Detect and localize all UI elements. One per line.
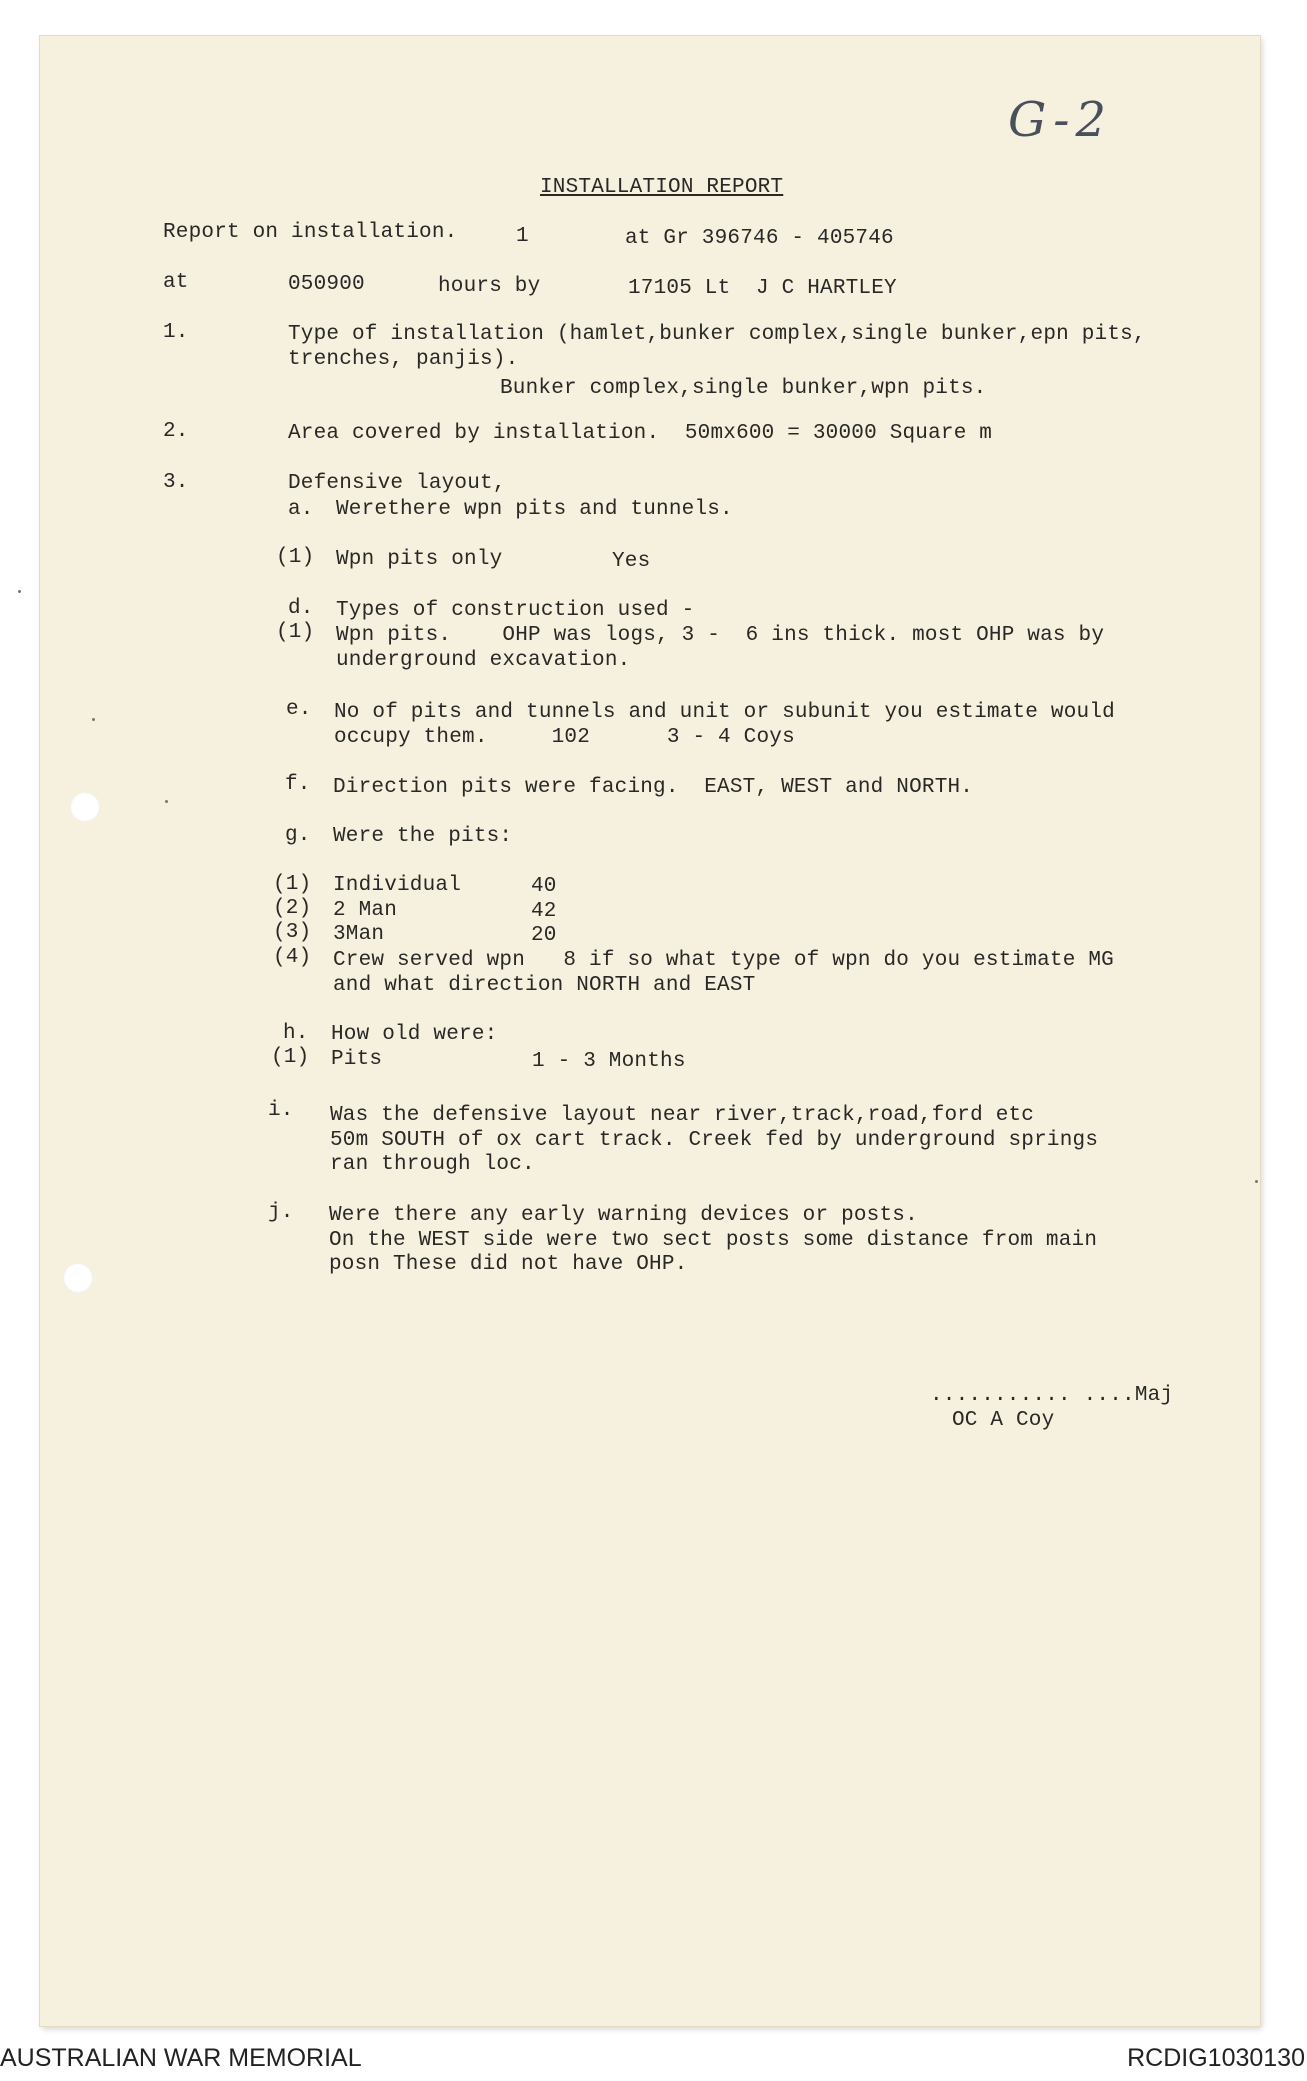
item-text: On the WEST side were two sect posts some distance from main <box>329 1229 1098 1252</box>
item-text: and what direction NORTH and EAST <box>333 974 756 997</box>
item-text: Wpn pits. OHP was logs, 3 - 6 ins thick. most OHP was by <box>336 624 1105 647</box>
sub-label: h. <box>283 1022 309 1045</box>
item-text: Wpn pits only <box>336 548 503 571</box>
item-answer: Bunker complex,single bunker,wpn pits. <box>500 377 987 400</box>
item-text: No of pits and tunnels and unit or subunit you estimate would <box>334 701 1115 724</box>
item-number: 2. <box>163 420 189 443</box>
item-text: 50m SOUTH of ox cart track. Creek fed by underground springs <box>330 1129 1099 1152</box>
item-value: 42 <box>531 900 557 923</box>
item-value: 1 - 3 Months <box>532 1050 686 1073</box>
sub-label: j. <box>268 1201 294 1224</box>
item-text: Werethere wpn pits and tunnels. <box>336 498 733 521</box>
page-title: INSTALLATION REPORT <box>540 176 784 199</box>
item-text: trenches, panjis). <box>288 348 519 371</box>
item-text: ran through loc. <box>330 1153 535 1176</box>
report-time: 050900 <box>288 273 365 296</box>
sub-label: e. <box>286 698 312 721</box>
sub-label: i. <box>268 1099 294 1122</box>
speck <box>1255 1180 1258 1183</box>
item-text: Individual <box>333 874 462 897</box>
item-text: 2 Man <box>333 899 398 922</box>
item-text: Were there any early warning devices or posts. <box>329 1204 918 1227</box>
speck <box>165 800 168 803</box>
sub-label: (4) <box>273 946 312 969</box>
item-text: Type of installation (hamlet,bunker complex,single bunker,epn pits, <box>288 323 1146 346</box>
item-text: 3Man <box>333 923 385 946</box>
at-label: at <box>163 271 189 294</box>
sub-label: (3) <box>273 921 312 944</box>
punch-hole <box>70 792 100 822</box>
item-text: Types of construction used - <box>336 599 695 622</box>
item-text: Direction pits were facing. EAST, WEST and NORTH. <box>333 776 974 799</box>
item-value: 20 <box>531 924 557 947</box>
grid-reference: at Gr 396746 - 405746 <box>625 227 894 250</box>
sub-label: d. <box>288 597 314 620</box>
item-text: Defensive layout, <box>288 472 506 495</box>
punch-hole <box>63 1263 93 1293</box>
sub-label: (1) <box>276 621 315 644</box>
handwritten-reference: G-2 <box>1008 92 1112 148</box>
item-value: 40 <box>531 875 557 898</box>
speck <box>18 590 21 593</box>
item-text: Area covered by installation. 50mx600 = 30000 Square m <box>288 422 993 445</box>
item-answer: Yes <box>612 550 651 573</box>
item-number: 1. <box>163 321 189 344</box>
sub-label: f. <box>285 773 311 796</box>
hours-by-label: hours by <box>438 275 541 298</box>
item-number: 3. <box>163 471 189 494</box>
installation-number: 1 <box>516 225 529 248</box>
item-text: underground excavation. <box>336 649 631 672</box>
item-text: Crew served wpn 8 if so what type of wpn do you estimate MG <box>333 949 1114 972</box>
signature-line: ........... ....Maj <box>930 1384 1174 1407</box>
item-text: occupy them. 102 3 - 4 Coys <box>334 726 795 749</box>
footer-source: AUSTRALIAN WAR MEMORIAL <box>0 2044 362 2072</box>
sub-label: g. <box>285 824 311 847</box>
sub-label: (2) <box>273 897 312 920</box>
item-text: Pits <box>331 1048 383 1071</box>
sub-label: (1) <box>276 546 315 569</box>
sub-label: (1) <box>271 1046 310 1069</box>
sub-label: a. <box>288 498 314 521</box>
item-text: Was the defensive layout near river,track,road,ford etc <box>330 1104 1035 1127</box>
report-label: Report on installation. <box>163 221 458 244</box>
item-text: How old were: <box>331 1023 498 1046</box>
footer-id: RCDIG1030130 <box>1127 2044 1305 2072</box>
sub-label: (1) <box>273 873 312 896</box>
signature-title: OC A Coy <box>952 1409 1055 1432</box>
item-text: posn These did not have OHP. <box>329 1253 688 1276</box>
item-text: Were the pits: <box>333 825 513 848</box>
reporting-officer: 17105 Lt J C HARTLEY <box>628 277 897 300</box>
speck <box>92 718 95 721</box>
